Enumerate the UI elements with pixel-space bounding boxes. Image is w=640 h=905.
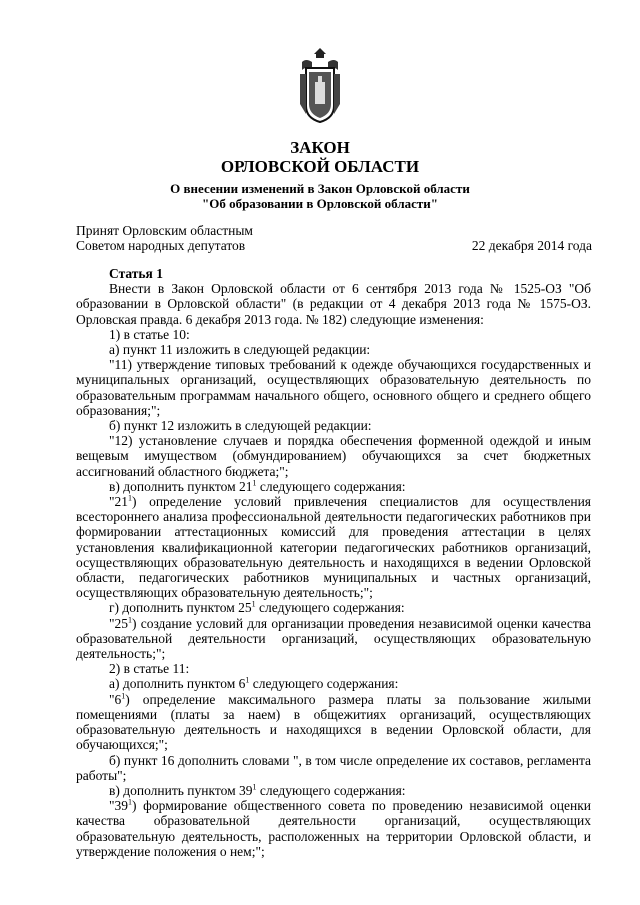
superscript-mark: 1 [252,478,257,488]
adopted-by-line1: Принят Орловским областным [76,223,253,238]
law-body [76,266,591,859]
superscript-mark: 1 [128,615,133,625]
law-title: ЗАКОН [290,138,350,157]
text-part: в) дополнить пунктом 21 [109,478,253,494]
paragraph: а) пункт 11 изложить в следующей редакции: [109,342,371,358]
text-part: следующего содержания: [249,676,399,692]
text-part: "25 [109,615,129,631]
law-subtitle-line1: О внесении изменений в Закон Орловской области [170,181,470,196]
paragraph: 2) в статье 11: [109,661,190,677]
text-part: следующего содержания: [255,600,405,616]
paragraph: 1) в статье 10: [109,326,190,342]
paragraph: "11) утверждение типовых требований к одежде обучающихся государственных и муниципальных организаций, осуществляющих образовательную деятельность по образовательным программам начального общего, основного общего и среднего общего образования;"; [76,357,591,418]
text-part: следующего содержания: [256,478,406,494]
region-title: ОРЛОВСКОЙ ОБЛАСТИ [220,157,420,176]
text-part: ) определение максимального размера платы за пользование жилыми помещениями (платы за наем) в общежитиях организаций, осуществляющих образовательную деятельность и находящихся в ведении Орловской области, для обучающихся;"; [76,691,591,753]
text-part: ) формирование общественного совета по проведению независимой оценки качества образовательной деятельности организаций, осуществляющих образовательную деятельность, расположенных на территории Орловской области, и утверждение положения о нем;"; [76,798,591,859]
paragraph [76,479,591,494]
adoption-date: 22 декабря 2014 года [471,238,592,253]
paragraph [76,494,591,600]
article-title: Статья 1 [109,266,163,281]
adopted-by-line2: Советом народных депутатов [76,238,246,253]
text-part: а) дополнить пунктом 6 [109,676,246,692]
superscript-mark: 1 [128,493,133,503]
paragraph [76,676,591,691]
text-part: в) дополнить пунктом 39 [109,782,253,798]
paragraph: "12) установление случаев и порядка обеспечения форменной одеждой и иным вещевым имуществом (обмундированием) обучающихся за счет бюджетных ассигнований областного бюджета;"; [76,433,591,479]
text-part: "6 [109,691,122,707]
paragraph: Внести в Закон Орловской области от 6 сентября 2013 года № 1525-ОЗ "Об образовании в Орловской области" (в редакции от 4 декабря 2013 года № 1575-ОЗ. Орловская правда. 6 декабря 2013 года. № 182) следующие изменения: [76,281,591,327]
paragraph: б) пункт 12 изложить в следующей редакции: [109,418,372,434]
text-part: "39 [109,798,129,814]
paragraph [76,616,591,662]
text-part: г) дополнить пунктом 25 [109,600,252,616]
coat-of-arms-icon [296,44,344,126]
text-part: "21 [109,494,129,510]
superscript-mark: 1 [245,675,250,685]
superscript-mark: 1 [251,599,256,609]
superscript-mark: 1 [128,797,133,807]
text-part: следующего содержания: [256,782,406,798]
text-part: ) создание условий для организации проведения независимой оценки качества образовательной деятельности организаций, осуществляющих образовательную деятельность;"; [76,615,591,662]
superscript-mark: 1 [252,782,257,792]
paragraph [76,600,591,615]
paragraph [76,798,591,859]
paragraph [76,692,591,753]
superscript-mark: 1 [121,691,126,701]
paragraph: б) пункт 16 дополнить словами ", в том числе определение их составов, регламента работы"; [76,752,591,783]
text-part: ) определение условий привлечения специалистов для осуществления всестороннего анализа профессиональной деятельности педагогических работников при формировании аттестационных комиссий для проведения аттестации в целях установления квалификационной категории педагогических работников организаций, осуществляющих образовательную деятельность и находящихся в ведении Орловской области, педагогических работников муниципальных и частных организаций, осуществляющих образовательную деятельность;"; [76,494,591,601]
law-subtitle-line2: "Об образовании в Орловской области" [202,196,438,211]
paragraph [76,783,591,798]
